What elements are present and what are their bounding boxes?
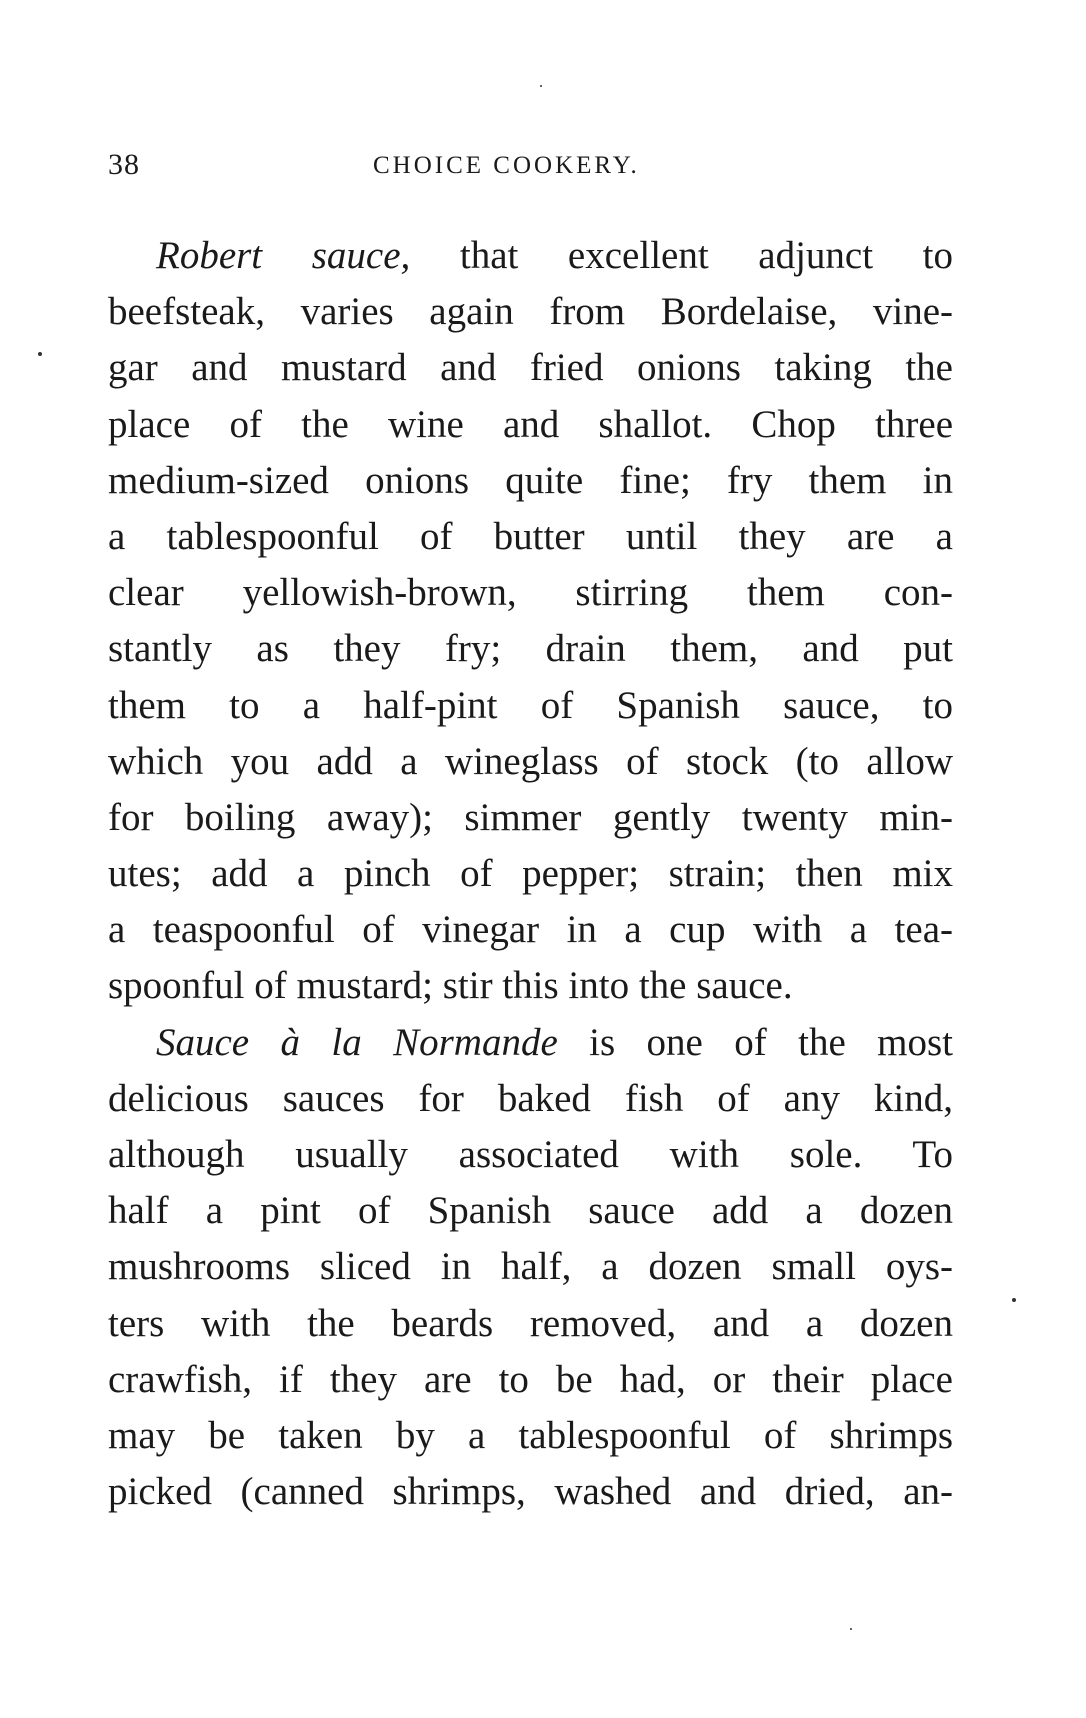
text-line: medium-sized onions quite fine; fry them in [108, 458, 953, 502]
text-line: delicious sauces for baked fish of any kind, [108, 1076, 953, 1120]
italic-term: Sauce à la Normande [156, 1020, 558, 1064]
text-line: half a pint of Spanish sauce add a dozen [108, 1189, 953, 1233]
text-line: gar and mustard and fried onions taking the [108, 346, 953, 390]
text-line: them to a half-pint of Spanish sauce, to [108, 683, 953, 727]
ink-speck [850, 1628, 852, 1630]
text-line: a teaspoonful of vinegar in a cup with a tea- [108, 908, 953, 952]
text-line: mushrooms sliced in half, a dozen small oys- [108, 1245, 953, 1289]
ink-speck [540, 85, 542, 87]
text-line: utes; add a pinch of pepper; strain; then mix [108, 852, 953, 896]
page-number: 38 [108, 148, 140, 181]
text-line: which you add a wineglass of stock (to allow [108, 739, 953, 783]
ink-speck [38, 352, 42, 356]
text-line: crawfish, if they are to be had, or their place [108, 1357, 953, 1401]
text-line: although usually associated with sole. To [108, 1133, 953, 1176]
text-line: place of the wine and shallot. Chop three [108, 402, 953, 446]
text-line: spoonful of mustard; stir this into the sauce. [108, 964, 793, 1008]
page-header [108, 148, 953, 198]
body-text [108, 228, 953, 1520]
text-line: stantly as they fry; drain them, and put [108, 627, 953, 671]
text-line: may be taken by a tablespoonful of shrimps [108, 1413, 953, 1457]
text-line: for boiling away); simmer gently twenty min- [108, 795, 953, 839]
paragraph-sauce-normande [108, 1015, 953, 1521]
text-line: picked (canned shrimps, washed and dried, an- [108, 1470, 953, 1514]
text-line: a tablespoonful of butter until they are a [108, 514, 953, 558]
paragraph-robert-sauce [108, 228, 953, 1015]
text-line: ters with the beards removed, and a dozen [108, 1301, 953, 1345]
text-line: Robert sauce, that excellent adjunct to [156, 234, 953, 277]
text-line: Sauce à la Normande is one of the most [156, 1020, 953, 1064]
text-line: beefsteak, varies again from Bordelaise, vine- [108, 290, 953, 334]
italic-term: Robert sauce, [156, 234, 411, 277]
running-head: CHOICE COOKERY. [373, 152, 640, 179]
text-line: clear yellowish-brown, stirring them con- [108, 571, 953, 615]
ink-speck [1012, 1298, 1016, 1302]
